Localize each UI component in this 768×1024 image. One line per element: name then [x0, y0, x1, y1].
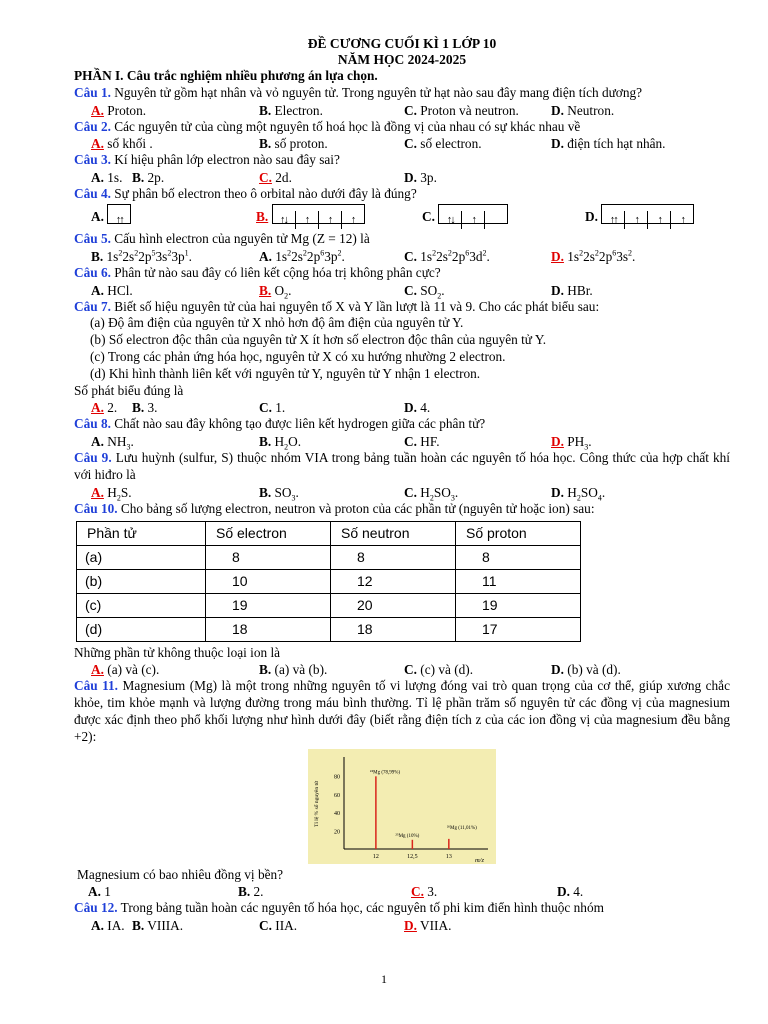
- option-a: B. $1s^22s^22p^53s^23p^1$.: [91, 248, 192, 264]
- table-header-row: [77, 521, 581, 545]
- question-label: Câu 1.: [74, 84, 111, 100]
- x-tick-label: 13: [445, 853, 452, 860]
- y-tick-label: 80: [334, 773, 340, 780]
- option-a: A. 1: [88, 884, 111, 900]
- option-a: A. $H_2S$.: [91, 484, 132, 503]
- spectrum-svg: [308, 749, 496, 864]
- option-d: D. 4.: [557, 884, 584, 900]
- orbital-diagram: ↑↑: [107, 204, 131, 224]
- option-a: A. 2.: [91, 400, 118, 416]
- peak-label: ²⁴Mg (78,99%): [369, 769, 401, 775]
- option-b: B. $SO_3$.: [259, 484, 299, 503]
- page-number: 1: [381, 972, 387, 986]
- options-2: [74, 135, 730, 152]
- table-header: Phần tử: [77, 521, 206, 545]
- options-7: [74, 399, 730, 416]
- options-6: [74, 282, 730, 299]
- x-tick-label: 12: [372, 853, 379, 860]
- question-10-ask: Những phần tử không thuộc loại ion là: [74, 644, 281, 660]
- option-c: C. $1s^22s^22p^63d^2$.: [404, 248, 490, 264]
- question-7: Câu 7. Biết số hiệu nguyên tử của hai nguyên tố X và Y lần lượt là 11 và 9. Cho các phát biểu sau:: [74, 298, 600, 314]
- option-c: C. 1.: [259, 400, 286, 416]
- option-c: C. số electron.: [404, 136, 482, 152]
- options-1: [74, 102, 730, 119]
- peak-label: ²⁵Mg (10%): [395, 833, 420, 839]
- option-b: B. (a) và (b).: [259, 662, 328, 678]
- question-8: Câu 8. Chất nào sau đây không tạo được liên kết hydrogen giữa các phân tử?: [74, 416, 486, 432]
- options-11: [74, 883, 730, 900]
- option-a: A. 1s.: [91, 170, 123, 186]
- statement-c: (c) Trong các phản ứng hóa học, nguyên tử X có xu hướng nhường 2 electron.: [90, 348, 506, 364]
- section-heading: PHẦN I. Câu trắc nghiệm nhiều phương án lựa chọn.: [74, 68, 378, 83]
- table-header: Số neutron: [331, 521, 456, 545]
- options-9: [74, 484, 730, 501]
- y-tick-label: 20: [334, 829, 340, 836]
- question-11: Câu 11. Magnesium (Mg) là một trong những nguyên tố vi lượng đóng vai trò quan trọng của cơ thể, giúp xương chắc khỏe, tim khỏe mạnh và lượng đường trong máu bình thường. Tỉ lệ phần trăm số nguyên tử các đồng vị của magnesium được xác định theo phổ khối lượng như hình dưới đây (biết rằng điện tích z của các ion đồng vị của magnesium đều bằng +2):: [74, 678, 730, 744]
- question-10: Câu 10. Cho bảng số lượng electron, neutron và proton của các phần tử (nguyên tử hoặc ion) sau:: [74, 500, 595, 516]
- doc-title: ĐỀ CƯƠNG CUỐI KÌ 1 LỚP 10: [307, 36, 497, 51]
- y-axis-label: Tỉ lệ % số nguyên tử: [314, 780, 320, 827]
- orbital-diagram: ↑↓ ↑ ↑ ↑: [272, 204, 365, 224]
- option-a: A. số khối .: [91, 136, 153, 152]
- option-d: D. điện tích hạt nhân.: [551, 136, 666, 152]
- question-11-ask: Magnesium có bao nhiêu đồng vị bền?: [77, 866, 284, 882]
- options-12: [74, 917, 730, 934]
- option-a: A. Proton.: [91, 102, 147, 118]
- option-c: C. 2d.: [259, 170, 292, 186]
- options-5: [74, 248, 730, 265]
- table-row: (c) 19 20 19: [77, 593, 581, 617]
- options-8: [74, 433, 730, 450]
- question-7-ask: Số phát biểu đúng là: [74, 382, 184, 398]
- option-a: A. IA.: [91, 918, 125, 934]
- question-text: Nguyên tử gồm hạt nhân và vỏ nguyên tử. Trong nguyên tử hạt nào sau đây mang điện tích dương?: [110, 84, 643, 100]
- question-5: Câu 5. Cấu hình electron của nguyên tử Mg (Z = 12) là: [74, 230, 370, 246]
- question-9: Câu 9. Lưu huỳnh (sulfur, S) thuộc nhóm VIA trong bảng tuần hoàn các nguyên tố hóa học. Công thức của hợp chất khí với hiđro là: [74, 450, 730, 482]
- option-d: D. $H_2SO_4$.: [551, 484, 606, 503]
- option-d: D. (b) và (d).: [551, 662, 621, 678]
- statement-b: (b) Số electron độc thân của nguyên tử X ít hơn số electron độc thân của nguyên tử Y.: [90, 332, 547, 348]
- option-d: D. $PH_3$.: [551, 434, 592, 452]
- option-c: C. HF.: [404, 434, 440, 450]
- option-d: D. HBr.: [551, 282, 593, 298]
- option-b: B. số proton.: [259, 136, 328, 152]
- option-b: B. Electron.: [259, 102, 323, 118]
- doc-subtitle: NĂM HỌC 2024-2025: [337, 52, 467, 67]
- option-b: B. VIIIA.: [132, 918, 184, 934]
- option-a: A. ↑↑: [91, 203, 131, 231]
- option-d: D. VIIA.: [404, 918, 452, 934]
- table-row: (b) 10 12 11: [77, 569, 581, 593]
- option-b: B. 2.: [238, 884, 264, 900]
- option-b: B. $O_2$.: [259, 282, 292, 301]
- options-4: [74, 203, 730, 231]
- option-a: A. $NH_3$.: [91, 434, 134, 452]
- y-tick-label: 40: [334, 810, 340, 817]
- statement-a: (a) Độ âm điện của nguyên tử X nhỏ hơn độ âm điện của nguyên tử Y.: [90, 315, 464, 331]
- option-b: B. 2p.: [132, 170, 165, 186]
- x-tick-label: 12,5: [407, 853, 418, 860]
- option-c: C. $H_2SO_3$.: [404, 484, 459, 503]
- options-3: [74, 169, 730, 186]
- document-page: [74, 36, 730, 934]
- option-a: A. HCl.: [91, 282, 133, 298]
- options-10: [74, 661, 730, 678]
- option-c: C. 3.: [411, 884, 438, 900]
- option-c: C. IIA.: [259, 918, 298, 934]
- x-axis-label: m/z: [474, 856, 484, 864]
- table-header: Số proton: [456, 521, 581, 545]
- particle-table: [76, 521, 581, 642]
- peak-label: ²⁶Mg (11,01%): [446, 825, 477, 831]
- question-12: Câu 12. Trong bảng tuần hoàn các nguyên tố hóa học, các nguyên tố phi kim điển hình thuộc nhóm: [74, 900, 604, 916]
- table-row: (d) 18 18 17: [77, 617, 581, 641]
- question-4: Câu 4. Sự phân bố electron theo ô orbital nào dưới đây là đúng?: [74, 186, 417, 202]
- option-d: D. 3p.: [404, 170, 437, 186]
- question-1: [74, 85, 730, 102]
- option-c: C. Proton và neutron.: [404, 102, 519, 118]
- option-c: C. ↑↓ ↑: [422, 203, 508, 231]
- option-c: C. $SO_2$.: [404, 282, 445, 301]
- option-c: C. (c) và (d).: [404, 662, 474, 678]
- question-3: Câu 3. Kí hiệu phân lớp electron nào sau đây sai?: [74, 152, 340, 168]
- option-d: D. $1s^22s^22p^63s^2$.: [551, 248, 636, 264]
- orbital-diagram: ↑↓ ↑: [438, 204, 508, 224]
- table-row: (a) 8 8 8: [77, 545, 581, 569]
- option-b: B. $H_2O$.: [259, 434, 302, 452]
- option-b: B. 3.: [132, 400, 158, 416]
- option-b: A. $1s^22s^22p^63p^2$.: [259, 248, 345, 264]
- orbital-diagram: ↑↑ ↑ ↑ ↑: [601, 204, 694, 224]
- y-tick-label: 60: [334, 792, 340, 799]
- option-a: A. (a) và (c).: [91, 662, 160, 678]
- option-d: D. 4.: [404, 400, 431, 416]
- question-2: Câu 2. Các nguyên tử của cùng một nguyên tố hoá học là đồng vị của nhau có sự khác nhau về: [74, 118, 581, 134]
- table-header: Số electron: [206, 521, 331, 545]
- option-d: D. Neutron.: [551, 102, 615, 118]
- question-6: Câu 6. Phân tử nào sau đây có liên kết cộng hóa trị không phân cực?: [74, 264, 441, 280]
- option-d: D. ↑↑ ↑ ↑ ↑: [585, 203, 694, 231]
- mass-spectrum-chart: [308, 749, 496, 864]
- statement-d: (d) Khi hình thành liên kết với nguyên tử Y, nguyên tử Y nhận 1 electron.: [90, 365, 481, 381]
- option-b: B. ↑↓ ↑ ↑ ↑: [256, 203, 365, 231]
